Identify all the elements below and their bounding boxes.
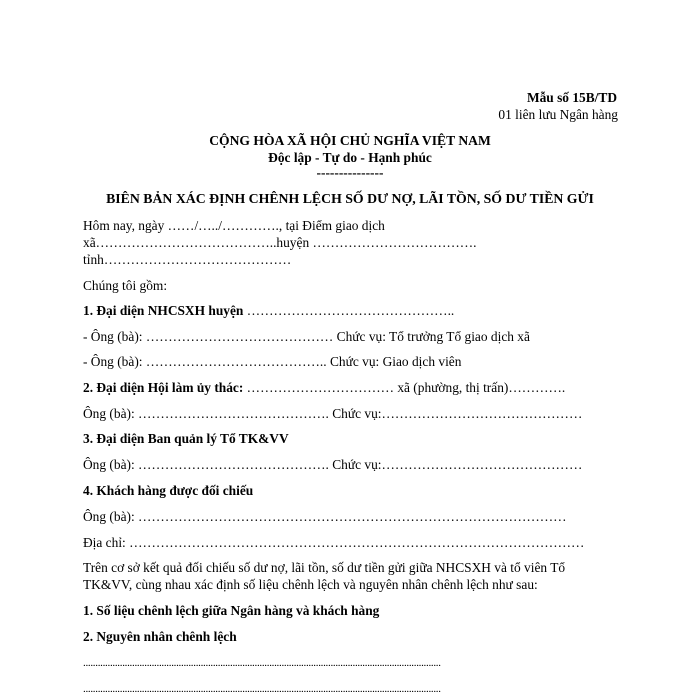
- dotted-line-2: ..................................................................................................................................................: [83, 683, 441, 695]
- motto-divider: ---------------: [316, 165, 384, 180]
- basis-line1: Trên cơ sở kết quả đối chiếu số dư nợ, lãi tồn, số dư tiền gửi giữa NHCSXH và tổ viên Tổ: [83, 560, 566, 575]
- country-name: CỘNG HÒA XÃ HỘI CHỦ NGHĨA VIỆT NAM: [209, 133, 491, 148]
- document-title: BIÊN BẢN XÁC ĐỊNH CHÊNH LỆCH SỐ DƯ NỢ, LÃI TỒN, SỐ DƯ TIỀN GỬI: [106, 191, 594, 206]
- intro-commune-line: xã…………………………………..huyện ……………………………….: [83, 235, 477, 250]
- intro-province-line: tỉnh……………………………………: [83, 252, 292, 267]
- dotted-line-1: ..................................................................................................................................................: [83, 657, 441, 669]
- basis-line2: TK&VV, cùng nhau xác định số liệu chênh lệch và nguyên nhân chênh lệch như sau:: [83, 577, 538, 592]
- intro-date-line: Hôm nay, ngày ……/…../…………., tại Điểm giao dịch: [83, 218, 385, 233]
- form-code: Mẫu số 15B/TD: [526, 90, 617, 105]
- section1-heading-line: [83, 303, 454, 319]
- attendees-label: Chúng tôi gồm:: [83, 278, 168, 293]
- copy-note: 01 liên lưu Ngân hàng: [498, 107, 618, 122]
- section4-person: Ông (bà): ……………………………………………………………………………………: [83, 509, 567, 524]
- section2-heading-dots: …………………………… xã (phường, thị trấn)………….: [243, 380, 566, 395]
- part1-heading: 1. Số liệu chênh lệch giữa Ngân hàng và khách hàng: [83, 603, 380, 618]
- section1-person1: - Ông (bà): …………………………………… Chức vụ: Tổ trưởng Tổ giao dịch xã: [83, 329, 530, 344]
- national-motto: Độc lập - Tự do - Hạnh phúc: [268, 150, 432, 165]
- section1-heading-dots: ………………………………………..: [243, 303, 455, 318]
- section4-heading: 4. Khách hàng được đối chiếu: [83, 483, 254, 498]
- section4-address: Địa chỉ: …………………………………………………………………………………………: [83, 535, 585, 550]
- section2-person: Ông (bà): ……………………………………. Chức vụ:………………………………………: [83, 406, 583, 421]
- section1-heading: 1. Đại diện NHCSXH huyện: [83, 303, 244, 318]
- section2-heading-line: [83, 380, 565, 396]
- section1-person2: - Ông (bà): ………………………………….. Chức vụ: Giao dịch viên: [83, 354, 462, 369]
- part2-heading: 2. Nguyên nhân chênh lệch: [83, 629, 237, 644]
- section3-heading: 3. Đại diện Ban quản lý Tổ TK&VV: [83, 431, 289, 446]
- section2-heading: 2. Đại diện Hội làm ủy thác:: [83, 380, 244, 395]
- section3-person: Ông (bà): ……………………………………. Chức vụ:………………………………………: [83, 457, 583, 472]
